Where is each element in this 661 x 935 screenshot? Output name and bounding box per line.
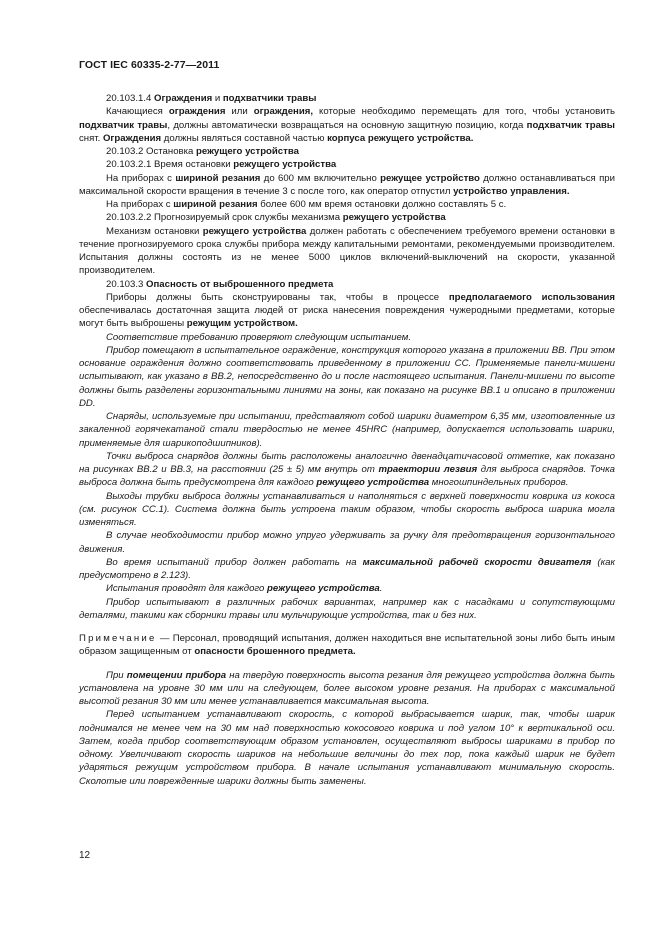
text-run: . [379,583,383,595]
text-run: Во время испытаний прибор должен работать на [106,556,363,568]
bold-term: подхватчик травы [526,119,615,131]
paragraph [79,708,615,788]
paragraph [79,410,615,450]
paragraph [79,92,615,105]
bold-term: максимальной рабочей скорости двигателя [362,556,592,568]
text-run: Качающиеся [106,106,169,118]
bold-term: подхватчики травы [222,93,317,104]
bold-term: устройство управления. [453,185,570,197]
bold-term: режущего устройства [267,583,380,595]
standard-header: ГОСТ IEC 60335-2-77—2011 [79,59,220,71]
bold-term: помещении прибора [126,669,227,681]
bold-term: шириной резания [173,199,258,210]
text-run: Соответствие требованию проверяют следующим испытанием. [106,331,412,343]
text-run: , должны автоматически возвращаться на основную защитную позицию, когда [167,119,527,131]
text-run: (как предусмотрено в 2.123). [79,556,615,581]
text-run: 20.103.2.2 Прогнозируемый срок службы механизма [106,212,343,224]
paragraph [79,450,615,490]
text-run: Выходы трубки выброса должны устанавливаться и наполняться с верхней поверхности коврика из кокоса (см. рисунок СС.1). Система должна быть устроена таким образом, чтобы скорость выброса шарика могла изменяться. [79,490,615,528]
text-run: Прибор испытывают в различных рабочих вариантах, например как с насадками и сопутствующими деталями, такими как сборники травы или мульчирующие устройства, так и без них. [79,596,615,621]
text-run: На приборах с [106,199,174,210]
bold-term: предполагаемого использования [448,291,615,303]
text-run: до 600 мм включительно [260,172,381,184]
text-run: должны являться составной частью [161,132,328,144]
bold-term: режущим устройством. [186,318,298,330]
paragraph [79,278,615,291]
text-run: должен работать с обеспечением требуемого времени остановки в течение прогнозируемого срока службы прибора между капитальными ремонтами, рекомендуемыми производителем. Испытания должны состоять из не менее 5000 циклов включений-выключений на скорости, указанной производителем. [79,225,615,277]
paragraph [79,582,615,595]
note-paragraph [79,632,615,659]
text-run: 20.103.3 [106,278,147,290]
text-run: Прибор помещают в испытательное ограждение, конструкция которого указана в приложении ВВ. При этом основание ограждения должно соответствовать приведенному в приложении СС. Применяемые панели-мишени испытывают, как указано в ВВ.2, непосредственно до и после настоящего испытания. Панели-мишени по высоте должны быть разделены горизонтальными линиями на зоны, как показано на рисунке ВВ.1 и описано в приложении DD. [79,344,615,409]
text-run: и [212,93,223,104]
paragraph [79,145,615,158]
paragraph [79,198,615,211]
text-run: снят. [79,132,103,144]
text-run: Приборы должны быть сконструированы так, чтобы в процессе [106,291,449,303]
text-run: многошпиндельных приборов. [429,477,569,489]
bold-term: режущего устройства [342,212,446,224]
bold-term: режущего устройства [233,159,337,171]
paragraph [79,556,615,583]
bold-term: режущего устройства [316,477,430,489]
text-run: Точки выброса снарядов должны быть расположены аналогично двенадцатичасовой отметке, как показано на рисунках ВВ.2 и ВВ.3, на расстоянии (25 ± 5) мм внутрь от [79,450,615,475]
text-run: 20.103.1.4 [106,93,155,104]
text-run: обеспечивалась достаточная защита людей от риска нанесения повреждения чужеродными предметами, которые могут быть выброшены [79,305,615,330]
bold-term: подхватчик травы [79,119,168,131]
paragraph [79,225,615,278]
text-run: Испытания проводят для каждого [106,583,268,595]
bold-term: Опасность от выброшенного предмета [146,278,334,290]
text-run: более 600 мм время остановки должно составлять 5 с. [257,199,507,210]
text-run: на твердую поверхность высота резания для режущего устройства должна быть установлена на уровне 30 мм или на следующем, более высоком уровне резания. На приборах с максимальной высотой резания 30 мм или менее устанавливается максимальная высота. [79,669,616,707]
text-run: должно останавливаться при максимальной скорости вращения в течение 3 с после того, как оператор отпустил [79,172,615,197]
bold-term: Ограждения [154,93,213,104]
bold-term: опасности брошенного предмета. [194,646,356,658]
paragraph [79,490,615,530]
text-run: или [225,106,254,118]
text-run: На приборах с [106,172,176,184]
paragraph [79,596,615,623]
bold-term: шириной резания [175,172,261,184]
paragraph [79,331,615,344]
paragraph [79,172,615,199]
text-run: Снаряды, используемые при испытании, представляют собой шарики диаметром 6,35 мм, изготовленные из закаленной горячекатаной стали твердостью не менее 45HRC (например, допускается использовать шарики, применяемые для шарикоподшипников). [79,411,615,449]
bold-term: ограждения, [253,106,314,118]
text-run: В случае необходимости прибор можно упруго удерживать за ручку для предотвращения горизонтального движения. [79,530,615,555]
bold-term: корпуса режущего устройства. [327,132,474,144]
bold-term: режущее устройство [380,172,480,184]
paragraph [79,669,615,709]
paragraph [79,105,615,145]
text-run: — Персонал, проводящий испытания, должен находиться вне испытательной зоны либо быть иным образом защищенным от [79,633,615,658]
text-run: для выброса снарядов. Точка выброса должна быть предусмотрена для каждого [79,464,616,489]
text-run: 20.103.2.1 Время остановки [106,159,234,171]
bold-term: Ограждения [102,132,162,144]
text-run: Примечание [79,633,157,644]
document-body [79,92,615,788]
text-run: 20.103.2 Остановка [106,146,197,157]
bold-term: режущего устройства [202,225,307,237]
text-run: которые необходимо перемещать для того, чтобы установить [313,106,615,118]
page-number: 12 [79,850,91,861]
paragraph [79,344,615,410]
paragraph [79,529,615,556]
text-run: При [106,669,127,681]
bold-term: траектории лезвия [378,464,478,475]
text-run: Перед испытанием устанавливают скорость, с которой выбрасывается шарик, так, чтобы шарик поднимался не менее чем на 30 мм над поверхностью кокосового коврика и под углом 10° к вертикальной оси. Затем, когда прибор соответствующим образом установлен, осуществляют выбросы шариками в прибор по одному. Увеличивают скорость шариков на небольшие величины до тех пор, пока каждый шарик не будет ударяться режущим устройством прибора. В начале испытания устанавливают минимальную скорость. Сколотые или поврежденные шарики должны быть заменены. [79,709,615,787]
bold-term: режущего устройства [196,146,299,157]
paragraph [79,158,615,171]
bold-term: ограждения [168,106,226,118]
paragraph [79,211,615,224]
paragraph [79,291,615,331]
text-run: Механизм остановки [106,225,203,237]
